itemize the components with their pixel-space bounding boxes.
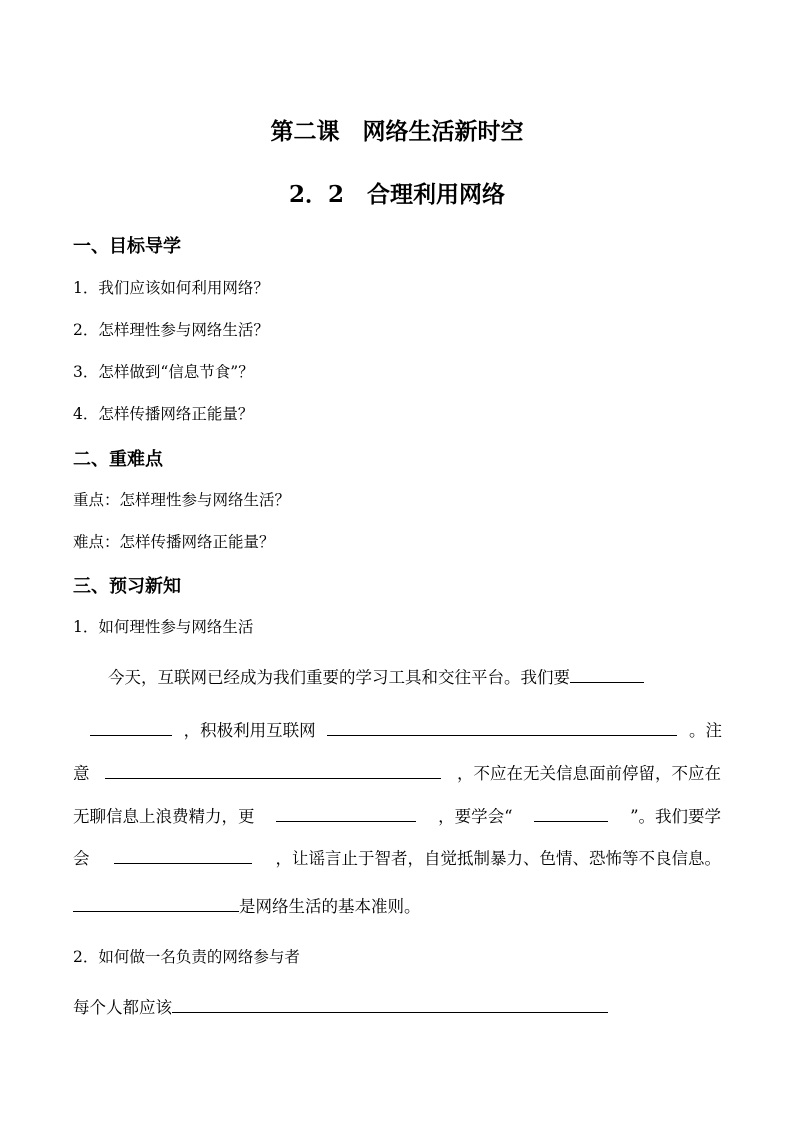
paragraph-text: ”。我们要学 — [630, 807, 721, 826]
fill-paragraph-line-1 — [108, 664, 722, 688]
paragraph-text: ，要学会“ — [438, 807, 513, 826]
paragraph-text: ，不应在无关信息面前停留，不应在 — [457, 764, 721, 783]
paragraph-text: 无聊信息上浪费精力，更 — [73, 807, 255, 826]
answer-blank[interactable] — [90, 721, 172, 736]
fill-paragraph-line-3 — [73, 760, 721, 784]
objective-3: 3．怎样做到“信息节食”？ — [73, 363, 254, 381]
fill-paragraph-line-5 — [73, 845, 721, 869]
answer-blank[interactable] — [172, 998, 608, 1013]
key-point: 重点：怎样理性参与网络生活？ — [73, 491, 291, 509]
paragraph-text: ，积极利用互联网 — [183, 721, 316, 740]
preview-item-1-title: 1．如何理性参与网络生活 — [73, 618, 254, 636]
fill-paragraph-line-6 — [73, 893, 721, 917]
difficult-point: 难点：怎样传播网络正能量？ — [73, 533, 275, 551]
answer-blank[interactable] — [327, 721, 677, 736]
answer-blank[interactable] — [570, 668, 644, 683]
paragraph-text: 今天，互联网已经成为我们重要的学习工具和交往平台。我们要 — [108, 668, 570, 687]
paragraph-text: ，让谣言止于智者，自觉抵制暴力、色情、恐怖等不良信息。 — [275, 849, 721, 868]
paragraph-text: 。注 — [688, 721, 722, 740]
paragraph-text: 是网络生活的基本准则。 — [239, 897, 421, 916]
section-title: 2．2 合理利用网络 — [288, 181, 505, 208]
heading-key-points: 二、重难点 — [73, 449, 163, 470]
fill-paragraph-line-2 — [90, 717, 722, 741]
objective-2: 2．怎样理性参与网络生活？ — [73, 321, 269, 339]
answer-blank[interactable] — [276, 807, 416, 822]
answer-blank[interactable] — [73, 897, 239, 912]
objective-4: 4．怎样传播网络正能量？ — [73, 405, 254, 423]
paragraph-text: 会 — [73, 849, 90, 868]
paragraph-text: 每个人都应该 — [73, 998, 172, 1017]
heading-objectives: 一、目标导学 — [73, 236, 181, 257]
paragraph-text: 意 — [73, 764, 90, 783]
preview-item-2-title: 2．如何做一名负责的网络参与者 — [73, 948, 300, 966]
lesson-title: 第二课 网络生活新时空 — [270, 118, 524, 145]
fill-paragraph-2-line-1 — [73, 994, 721, 1018]
heading-preview: 三、预习新知 — [73, 576, 181, 597]
answer-blank[interactable] — [114, 849, 252, 864]
fill-paragraph-line-4 — [73, 803, 721, 827]
answer-blank[interactable] — [105, 764, 441, 779]
objective-1: 1．我们应该如何利用网络？ — [73, 279, 269, 297]
answer-blank[interactable] — [534, 807, 608, 822]
